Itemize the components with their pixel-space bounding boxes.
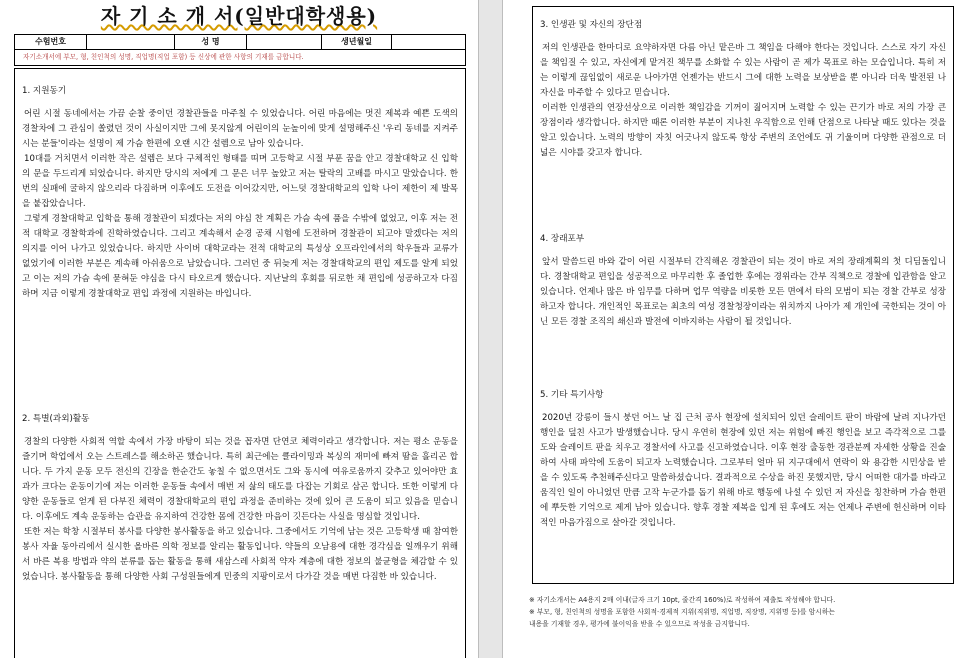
- document-title-text: 자 기 소 개 서(일반대학생용): [100, 4, 378, 28]
- document-title: [0, 0, 478, 29]
- paragraph: 그렇게 경찰대학교 입학을 통해 경찰관이 되겠다는 저의 야심 찬 계획은 가슴 속에 품을 수밖에 없었고, 이후 저는 전적 대학교 경찰학과에 진학하였습니다. 그리고 계속해서 순경 공채 시험에 도전하며 경찰관이 되고야 말겠다는 저의 의지를 이어 나가고 있었습니다. 하지만 사이버 대학교라는 전적 대학교의 특성상 오프라인에서의 학우들과 교류가 없었기에 이러한 부분은 계속해 아쉬움으로 남았습니다. 그러던 중 뒤늦게 저는 경찰대학교의 편입 제도를 알게 되었고 이는 저의 가슴 속에 묻혀둔 야심을 다시 타오르게 했습니다. 지난날의 후회를 뒤로한 채 편입에 성공하고자 다짐하며 지금 이렇게 경찰대학교 편입 과정에 지원하는 바입니다.: [22, 214, 458, 299]
- paragraph: 10대를 거치면서 이러한 작은 설렘은 보다 구체적인 형태를 띠며 고등학교 시절 부푼 꿈을 안고 경찰대학교 신 입학의 문을 두드리게 되었습니다. 하지만 당시의 저에게 그 문은 너무 높았고 저는 탈락의 고배를 마시고 말았습니다. 한 번의 실패에 굴하지 않으리라 다짐하며 이후에도 도전을 이어갔지만, 어느덧 경찰대학교의 입학 나이 제한이 제 발목을 붙잡았습니다.: [22, 154, 458, 209]
- birthdate-label: 생년월일: [322, 35, 392, 49]
- section-activities: [22, 412, 458, 585]
- footnote: ※ 부모, 형, 친인척의 성명을 포함한 사회적·경제적 지위(직위명, 직업명, 직장명, 지위명 등)를 암시하는: [529, 608, 835, 616]
- section-aspirations: [540, 232, 946, 330]
- applicant-info-table: [14, 34, 466, 66]
- footnotes: [529, 594, 959, 630]
- paragraph: 이러한 인생관의 연장선상으로 이러한 책임감을 기꺼이 짊어지며 노력할 수 있는 끈기가 바로 저의 가장 큰 장점이라 생각합니다. 하지만 때론 이러한 부분이 지나친 우직함으로 인해 단점으로 나타날 때도 있다는 것을 알고 있습니다. 노력의 방향이 자칫 어긋나지 않도록 항상 주변의 조언에도 귀 기울이며 다양한 관점으로 더 넓은 시야를 갖고자 합니다.: [540, 103, 946, 158]
- paragraph: 또한 저는 학창 시절부터 봉사를 다양한 봉사활동을 하고 있습니다. 그중에서도 기억에 남는 것은 고등학생 때 참여한 봉사 자율 동아리에서 실시한 올바른 의학 정보를 알리는 활동입니다. 약들의 오남용에 대한 경각심을 일깨우기 위해서 바른 복용 방법과 약의 분류를 돕는 활동을 통해 새삼스레 사회적 약자 계층에 대한 정보의 불균형을 체감할 수 있었습니다. 봉사활동을 통해 다양한 사회 구성원들에게 민중의 지팡이로서 다가갈 것을 매번 다짐한 바 있습니다.: [22, 527, 458, 582]
- paragraph: 경찰의 다양한 사회적 역할 속에서 가장 바탕이 되는 것을 꼽자면 단연코 체력이라고 생각합니다. 저는 평소 운동을 즐기며 학업에서 오는 스트레스를 해소하곤 했습니다. 특히 최근에는 클라이밍과 복싱의 재미에 빠져 땀을 흘리곤 합니다. 두 가지 운동 모두 전신의 긴장을 한순간도 놓칠 수 없으면서도 그와 동시에 여유로움까지 갖추고 있어야만 효과가 크다는 운동이기에 저는 이러한 운동들 속에서 매번 저 삶의 태도를 다잡는 기회로 삼곤 합니다. 또한 이렇게 다양한 운동들로 얻게 된 다부진 체력이 경찰대학교의 편입 과정을 준비하는 것에 있어 큰 도움이 되고 있음을 믿습니다. 이후에도 계속 운동하는 습관을 유지하여 건강한 몸에 건강한 마음이 깃든다는 사실을 명심할 것입니다.: [22, 437, 458, 522]
- birthdate-value: [392, 35, 465, 49]
- exam-number-value: [87, 35, 175, 49]
- footnote: ※ 자기소개서는 A4용지 2매 이내(글자 크기 10pt, 줄간격 160%)로 작성하여 제출토 작성해야 합니다.: [529, 596, 836, 604]
- section-title: 5. 기타 특기사항: [540, 390, 604, 400]
- section-title: 2. 특별(과외)활동: [22, 414, 90, 424]
- section-title: 4. 장래포부: [540, 234, 585, 244]
- paragraph: 앞서 말씀드린 바와 같이 어린 시절부터 간직해온 경찰관이 되는 것이 바로 저의 장래계획의 첫 디딤돌입니다. 경찰대학교 편입을 성공적으로 마무리한 후 졸업한 후에는 경위라는 간부 직책으로 경찰에 입관함을 알고 있습니다. 언제나 많은 바 임무를 다하며 업무 역량을 비롯한 모든 면에서 타의 모범이 되는 경찰 간부로 성장하고자 합니다. 개인적인 목표로는 최초의 여성 경찰청장이라는 위치까지 나아가 제 개인에 국한되는 것이 아닌 모든 경찰 조직의 쇄신과 발전에 이바지하는 사람이 될 것입니다.: [540, 257, 946, 327]
- gutter-divider: [478, 0, 479, 658]
- section-philosophy: [540, 18, 946, 161]
- exam-number-label: 수험번호: [15, 35, 87, 49]
- name-label: 성 명: [175, 35, 247, 49]
- applicant-info-row: [15, 35, 465, 50]
- personal-info-notice: 자기소개서에 부모, 형, 친인척의 성명, 직업명(직업 포함) 등 신상에 관한 사항의 기재를 금합니다.: [23, 53, 304, 61]
- name-value: [247, 35, 322, 49]
- paragraph: 2020년 강릉이 들시 붕던 어느 날 집 근처 공사 현장에 설치되어 있던 슬레이트 판이 바람에 날려 지나가던 행인을 덮친 사고가 발생했습니다. 당시 우연히 현장에 있던 저는 위험에 빠진 행인을 보고 즉각적으로 그를 도와 슬레이트 판을 치우고 경찰서에 사고를 신고하였습니다. 이후 현장 출동한 경관분께 자세한 상황을 진술하여 사태 파악에 도움이 되고자 노력했습니다. 그로부터 얼마 뒤 지구대에서 연락이 와 용감한 시민상을 받을 수 있도록 추천해주신다고 말씀하셨습니다. 결과적으로 수상을 하진 못했지만, 당시 어떠한 대가를 바라고 움직인 일이 아니었던 만큼 고작 누군가를 돕기 위해 바로 행동에 나설 수 있던 저 자신을 칭찬하며 가슴 한편에 뿌듯한 기억으로 제게 남아 있습니다. 향후 경찰 제복을 입게 된 후에도 저는 언제나 주변에 헌신하며 이타적인 마음가짐으로 살아갈 것입니다.: [540, 413, 946, 528]
- paragraph: 저의 인생관을 한마디로 요약하자면 다름 아닌 맡은바 그 책임을 다해야 한다는 것입니다. 스스로 자기 자신을 책임질 수 있고, 자신에게 맡겨진 책무를 소화할 수 있는 사람이 곧 제가 목표로 하는 모습입니다. 특히 저는 이렇게 끊임없이 새로운 나아가면 언젠가는 반드시 그에 대한 노력을 보상받을 뿐 아니라 더욱 발전된 나 자신을 마주할 수 있다고 믿습니다.: [540, 43, 946, 98]
- document-page-left: [0, 0, 478, 658]
- page-gutter: [478, 0, 503, 658]
- section-title: 3. 인생관 및 자신의 장단점: [540, 20, 643, 30]
- section-title: 1. 지원동기: [22, 86, 67, 96]
- section-other-notes: [540, 388, 946, 531]
- footnote: 내용을 기재할 경우, 평가에 불이익을 받을 수 있으므로 작성을 금지합니다.: [529, 620, 750, 628]
- section-motivation: [22, 84, 458, 302]
- paragraph: 어린 시절 동네에서는 가끔 순찰 중이던 경찰관들을 마주칠 수 있었습니다. 어린 마음에는 멋진 제복과 예쁜 도색의 경찰차에 그 관심이 쏠렸던 것이 사실이지만 그에 못지않게 어린이의 눈높이에 맞게 설명해주신 '우리 동네를 지켜주시는 분들'이라는 설명이 제 가슴 한편에 오랜 시간 설렘으로 남아 있습니다.: [22, 109, 458, 149]
